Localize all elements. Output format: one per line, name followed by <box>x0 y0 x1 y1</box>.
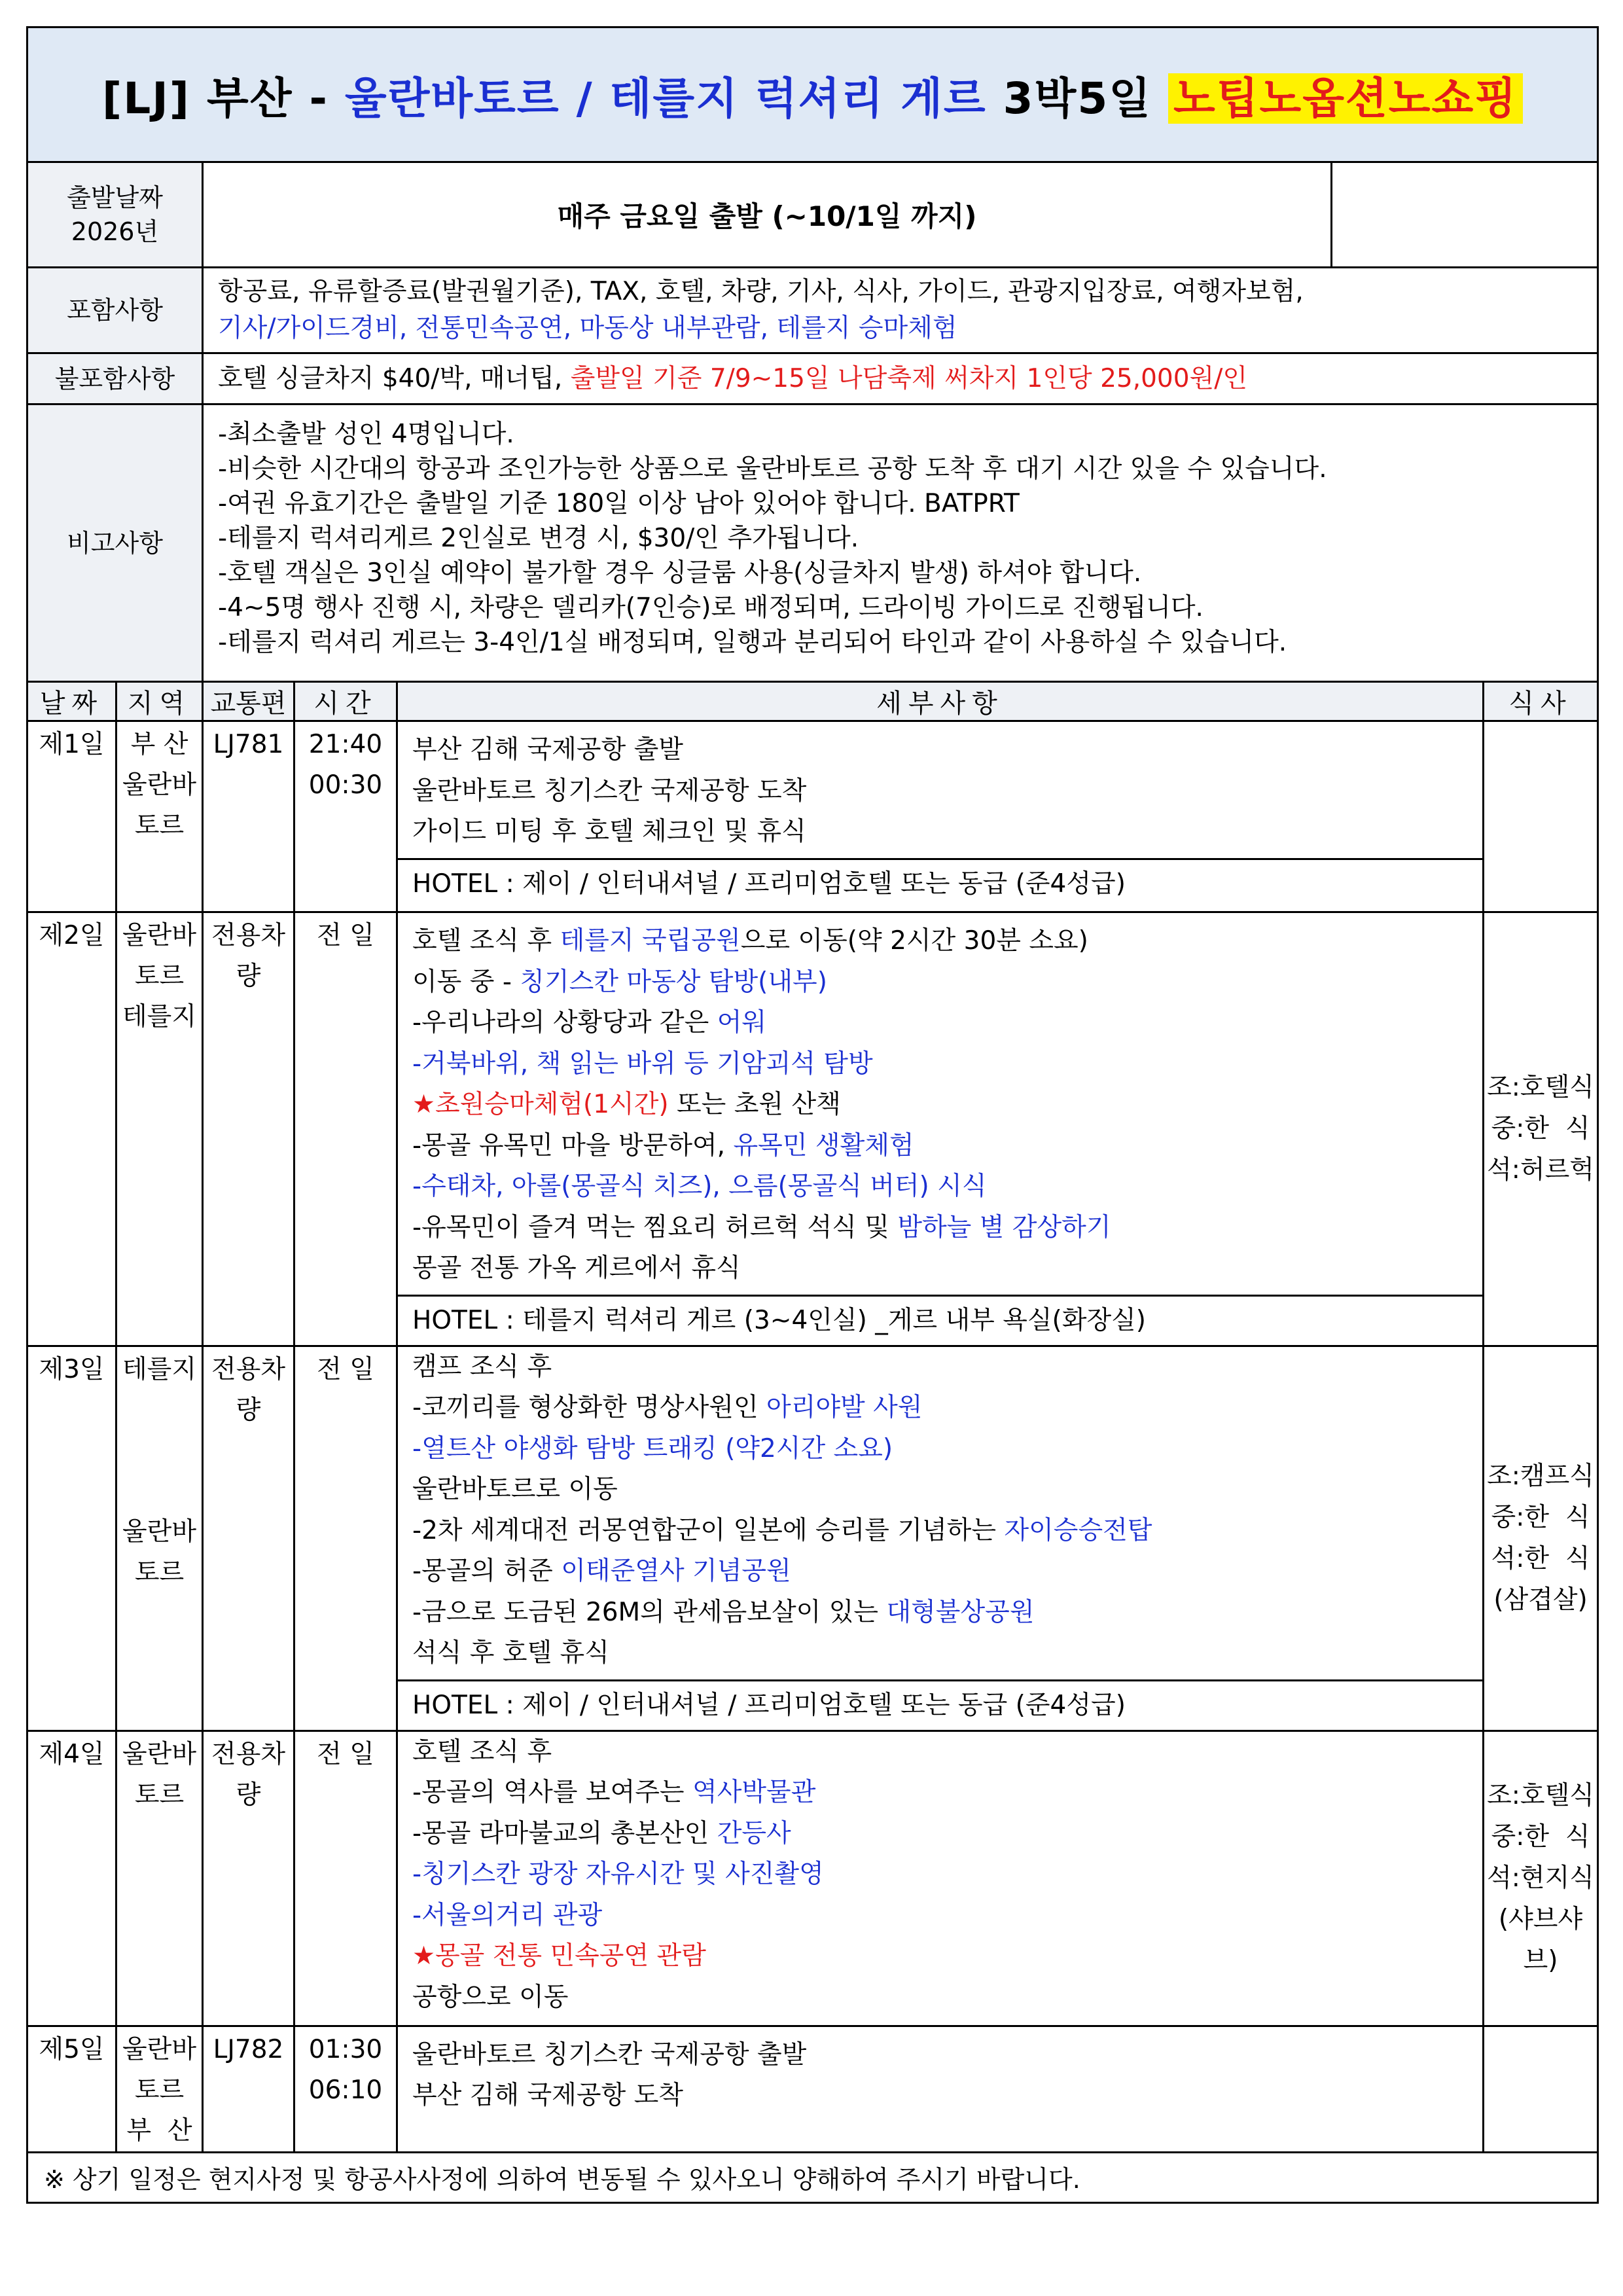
day-time: 전 일 <box>294 1346 397 1731</box>
day-meal <box>1484 1346 1598 1731</box>
detail-line <box>412 1126 1468 1167</box>
detail-text: 울란바토르 칭기스칸 국제공항 도착 <box>412 776 807 806</box>
itinerary-table <box>26 26 1599 2204</box>
meal-breakfast: 조:호텔식 <box>1487 1781 1594 1810</box>
detail-line <box>412 1208 1468 1249</box>
day-detail <box>397 1346 1484 1731</box>
detail-text: 호텔 조식 후 <box>412 1736 552 1767</box>
day-transport: LJ781 <box>203 721 294 912</box>
detail-line <box>412 1732 1468 1773</box>
detail-text: -코끼리를 형상화한 명상사원인 <box>412 1393 767 1422</box>
detail-highlight: -수태차, 아롤(몽골식 치즈), 으름(몽골식 버터) 시식 <box>412 1172 987 1201</box>
detail-highlight: 어워 <box>717 1008 767 1037</box>
title-destination: 울란바토르 / 테를지 럭셔리 게르 <box>344 73 987 124</box>
detail-text: 부산 김해 국제공항 출발 <box>412 735 683 764</box>
day-row <box>27 721 1598 912</box>
detail-text: 몽골 전통 가옥 게르에서 휴식 <box>412 1253 741 1283</box>
day-detail <box>397 1731 1484 2026</box>
detail-line <box>412 1347 1468 1388</box>
note-line: -최소출발 성인 4명입니다. <box>218 420 514 449</box>
detail-text: 또는 초원 산책 <box>668 1090 841 1119</box>
day-row <box>27 912 1598 1346</box>
detail-highlight: -칭기스칸 광장 자유시간 및 사진촬영 <box>412 1859 824 1889</box>
included-value <box>203 268 1598 353</box>
day-time: 전 일 <box>294 912 397 1346</box>
day-transport: 전용차량 <box>203 912 294 1346</box>
footer-disclaimer: ※ 상기 일정은 현지사정 및 항공사사정에 의하여 변동될 수 있사오니 양해하여 주시기 바랍니다. <box>27 2152 1598 2202</box>
region-line: 테를지 <box>122 1002 197 1031</box>
time-line: 01:30 <box>308 2034 383 2064</box>
day-time <box>294 2026 397 2152</box>
detail-text: 석식 후 호텔 휴식 <box>412 1638 609 1668</box>
page-title <box>27 27 1598 162</box>
detail-highlight: ★몽골 전통 민속공연 관람 <box>412 1941 706 1971</box>
detail-highlight: 칭기스칸 마동상 탐방(내부) <box>520 967 827 997</box>
region-line: 부 산 <box>130 730 188 759</box>
meal-lunch: 중:한 식 <box>1491 1503 1590 1532</box>
detail-text: -2차 세계대전 러몽연합군이 일본에 승리를 기념하는 <box>412 1515 1005 1545</box>
departure-label-year: 2026년 <box>71 217 159 246</box>
day-transport: LJ782 <box>203 2026 294 2152</box>
note-line: -테를지 럭셔리 게르는 3-4인/1실 배정되며, 일행과 분리되어 타인과 같이 사용하실 수 있습니다. <box>218 628 1287 657</box>
detail-text: -금으로 도금된 26M의 관세음보살이 있는 <box>412 1597 887 1627</box>
detail-text: 울란바토르로 이동 <box>412 1475 618 1504</box>
meal-dinner: 석:허르헉 <box>1487 1155 1594 1185</box>
departure-label <box>27 162 203 268</box>
region-line: 부 산 <box>126 2115 192 2145</box>
time-line: 00:30 <box>308 770 383 800</box>
day-number: 제3일 <box>27 1346 116 1731</box>
departure-value: 매주 금요일 출발 (~10/1일 까지) <box>203 162 1332 268</box>
detail-line <box>412 730 1468 771</box>
excluded-surcharge: 출발일 기준 7/9~15일 나담축제 써차지 1인당 25,000원/인 <box>570 363 1248 393</box>
detail-text: 캠프 조식 후 <box>412 1352 552 1382</box>
note-line: -4~5명 행사 진행 시, 차량은 델리카(7인승)로 배정되며, 드라이빙 가이드로 진행됩니다. <box>218 593 1204 622</box>
note-line: -호텔 객실은 3인실 예약이 불가할 경우 싱글룸 사용(싱글차지 발생) 하셔야 합니다. <box>218 558 1142 588</box>
meal-dinner: 석:현지식 <box>1487 1863 1594 1893</box>
detail-line <box>412 1248 1468 1289</box>
excluded-label: 불포함사항 <box>27 353 203 404</box>
detail-line <box>412 1592 1468 1634</box>
day-meal <box>1484 1731 1598 2026</box>
detail-lines <box>398 1732 1482 2024</box>
detail-line <box>412 1085 1468 1126</box>
detail-line <box>412 1936 1468 1977</box>
detail-highlight: ★초원승마체험(1시간) <box>412 1090 669 1119</box>
notes-list <box>203 404 1598 682</box>
detail-lines <box>398 1347 1482 1679</box>
schedule-header-row <box>27 682 1598 721</box>
day-meal <box>1484 721 1598 912</box>
detail-highlight: -거북바위, 책 읽는 바위 등 기암괴석 탐방 <box>412 1049 873 1079</box>
day-time <box>294 721 397 912</box>
detail-line <box>412 1429 1468 1470</box>
meal-lunch: 중:한 식 <box>1491 1822 1590 1852</box>
notes-label: 비고사항 <box>27 404 203 682</box>
detail-lines <box>398 913 1482 1295</box>
itinerary-sheet <box>26 26 1597 2204</box>
day-detail <box>397 912 1484 1346</box>
detail-line <box>412 1551 1468 1592</box>
excluded-text: 호텔 싱글차지 $40/박, 매너팁, <box>218 363 571 393</box>
title-prefix: [LJ] 부산 - <box>102 73 345 124</box>
meal-note: (샤브샤브) <box>1498 1905 1583 1975</box>
detail-highlight: 자이승승전탑 <box>1004 1515 1152 1545</box>
detail-text: 공항으로 이동 <box>412 1982 569 2012</box>
header-meal: 식사 <box>1484 682 1598 721</box>
detail-line <box>412 962 1468 1003</box>
detail-line <box>412 1003 1468 1044</box>
detail-text: -유목민이 즐겨 먹는 찜요리 허르헉 석식 및 <box>412 1212 898 1242</box>
region-line: 테를지 <box>122 1354 197 1384</box>
detail-line <box>412 1977 1468 2018</box>
header-time: 시간 <box>294 682 397 721</box>
detail-text: -몽골 유목민 마을 방문하여, <box>412 1130 734 1160</box>
region-line: 울란바토르 <box>122 770 197 840</box>
included-line1: 항공료, 유류할증료(발권월기준), TAX, 호텔, 차량, 기사, 식사, 가이드, 관광지입장료, 여행자보험, <box>218 277 1304 306</box>
detail-text: -우리나라의 상황당과 같은 <box>412 1008 717 1037</box>
detail-highlight: 이태준열사 기념공원 <box>561 1556 791 1586</box>
detail-text: -몽골 라마불교의 총본산인 <box>412 1818 717 1848</box>
time-line: 21:40 <box>308 730 383 759</box>
detail-text: 이동 중 - <box>412 967 520 997</box>
meal-lunch: 중:한 식 <box>1491 1114 1590 1144</box>
detail-text: 으로 이동(약 2시간 30분 소요) <box>740 926 1088 956</box>
departure-empty-cell <box>1332 162 1598 268</box>
detail-highlight: -서울의거리 관광 <box>412 1900 603 1930</box>
day-region <box>116 912 203 1346</box>
detail-line <box>412 1469 1468 1511</box>
detail-line <box>412 1044 1468 1085</box>
time-line: 06:10 <box>308 2075 383 2105</box>
header-day: 날짜 <box>27 682 116 721</box>
region-line: 울란바토르 <box>122 921 197 991</box>
hotel-line: HOTEL : 테를지 럭셔리 게르 (3~4인실) _게르 내부 욕실(화장실) <box>398 1295 1482 1345</box>
detail-text: -몽골의 허준 <box>412 1556 562 1586</box>
title-highlight-badge: 노팁노옵션노쇼핑 <box>1168 73 1523 124</box>
detail-line <box>412 1772 1468 1814</box>
meal-dinner: 석:한 식 <box>1491 1544 1590 1573</box>
detail-text: 호텔 조식 후 <box>412 926 560 956</box>
detail-highlight: 아리야발 사원 <box>766 1393 923 1422</box>
day-number: 제2일 <box>27 912 116 1346</box>
detail-line <box>412 2075 1468 2117</box>
departure-label-line1: 출발날짜 <box>67 183 163 212</box>
detail-highlight: 밤하늘 별 감상하기 <box>897 1212 1111 1242</box>
detail-text: 부산 김해 국제공항 도착 <box>412 2081 683 2110</box>
day-region: 울란바토르 <box>116 1731 203 2026</box>
detail-highlight: 역사박물관 <box>692 1778 816 1807</box>
day-row <box>27 1731 1598 2026</box>
detail-lines <box>398 722 1482 858</box>
detail-line <box>412 1854 1468 1895</box>
day-meal <box>1484 2026 1598 2152</box>
day-transport: 전용차량 <box>203 1346 294 1731</box>
day-meal <box>1484 912 1598 1346</box>
detail-line <box>412 1814 1468 1855</box>
region-line: 울란바토르 <box>122 1516 197 1587</box>
detail-line <box>412 1633 1468 1674</box>
detail-line <box>412 812 1468 853</box>
detail-text: -몽골의 역사를 보여주는 <box>412 1778 693 1807</box>
day-region <box>116 721 203 912</box>
detail-line <box>412 1388 1468 1429</box>
detail-text: 가이드 미팅 후 호텔 체크인 및 휴식 <box>412 817 806 846</box>
detail-line <box>412 1166 1468 1208</box>
detail-text: 울란바토르 칭기스칸 국제공항 출발 <box>412 2039 807 2070</box>
detail-lines <box>398 2027 1482 2122</box>
day-detail <box>397 2026 1484 2152</box>
included-label: 포함사항 <box>27 268 203 353</box>
header-detail: 세부사항 <box>397 682 1484 721</box>
detail-line <box>412 2035 1468 2076</box>
hotel-line: HOTEL : 제이 / 인터내셔널 / 프리미엄호텔 또는 동급 (준4성급) <box>398 1679 1482 1730</box>
detail-line <box>412 1895 1468 1937</box>
hotel-line: HOTEL : 제이 / 인터내셔널 / 프리미엄호텔 또는 동급 (준4성급) <box>398 858 1482 908</box>
note-line: -여권 유효기간은 출발일 기준 180일 이상 남아 있어야 합니다. BATPRT <box>218 489 1020 518</box>
detail-highlight: 간등사 <box>717 1818 791 1848</box>
day-row <box>27 2026 1598 2152</box>
header-region: 지역 <box>116 682 203 721</box>
region-line: 울란바토르 <box>122 2034 197 2105</box>
day-transport: 전용차량 <box>203 1731 294 2026</box>
detail-line <box>412 921 1468 962</box>
excluded-value <box>203 353 1598 404</box>
detail-highlight: -열트산 야생화 탐방 트래킹 (약2시간 소요) <box>412 1433 893 1463</box>
day-region <box>116 1346 203 1731</box>
meal-breakfast: 조:호텔식 <box>1487 1073 1594 1103</box>
day-detail <box>397 721 1484 912</box>
detail-highlight: 유목민 생활체험 <box>733 1130 914 1160</box>
day-row <box>27 1346 1598 1731</box>
meal-note: (삼겹살) <box>1493 1585 1588 1615</box>
meal-breakfast: 조:캠프식 <box>1487 1462 1594 1491</box>
day-region <box>116 2026 203 2152</box>
detail-highlight: 대형불상공원 <box>886 1597 1035 1627</box>
included-line2: 기사/가이드경비, 전통민속공연, 마동상 내부관람, 테를지 승마체험 <box>218 314 957 343</box>
title-duration: 3박5일 <box>986 73 1168 124</box>
detail-highlight: 테를지 국립공원 <box>560 926 741 956</box>
day-number: 제5일 <box>27 2026 116 2152</box>
note-line: -테를지 럭셔리게르 2인실로 변경 시, $30/인 추가됩니다. <box>218 524 859 553</box>
header-transport: 교통편 <box>203 682 294 721</box>
note-line: -비슷한 시간대의 항공과 조인가능한 상품으로 울란바토르 공항 도착 후 대기 시간 있을 수 있습니다. <box>218 454 1327 484</box>
detail-line <box>412 1511 1468 1552</box>
day-number: 제4일 <box>27 1731 116 2026</box>
detail-line <box>412 771 1468 812</box>
day-time: 전 일 <box>294 1731 397 2026</box>
day-number: 제1일 <box>27 721 116 912</box>
